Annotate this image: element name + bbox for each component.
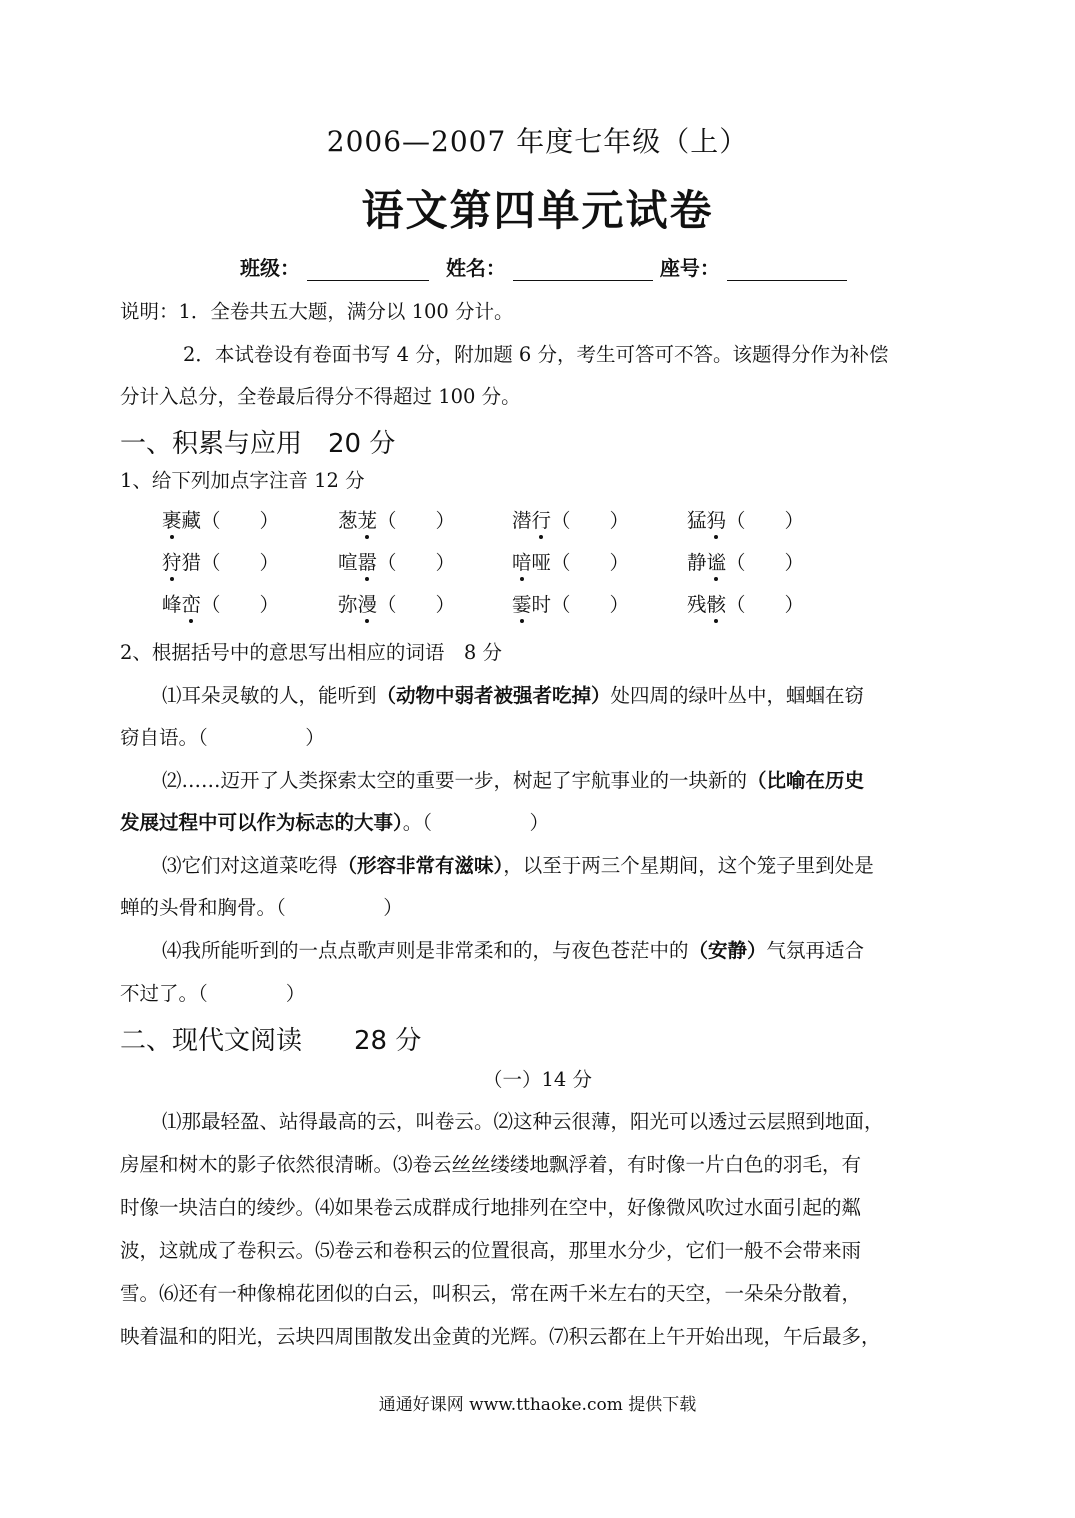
q2-item-4-line-1: ⑷我所能听到的一点点歌声则是非常柔和的，与夜色苍茫中的（安静）气氛再适合 (162, 939, 865, 962)
name-field[interactable] (513, 258, 653, 281)
title-main: 语文第四单元试卷 (361, 186, 714, 235)
pinyin-item: 静谧（ ） (687, 551, 805, 574)
q2-prompt: 2、根据括号中的意思写出相应的词语 8 分 (120, 641, 503, 664)
q2-item-3-line-1: ⑶它们对这道菜吃得（形容非常有滋味），以至于两三个星期间，这个笼子里到处是 (162, 854, 874, 877)
name-label: 姓名： (445, 256, 506, 280)
pinyin-item: 霎时（ ） (512, 593, 630, 616)
seat-field[interactable] (727, 258, 847, 281)
instruction-line-2: 2．本试卷设有卷面书写 4 分，附加题 6 分，考生可答可不答。该题得分作为补偿 (183, 343, 889, 366)
q2-item-1-line-2: 窃自语。（ ） (120, 726, 325, 749)
section-2-heading: 二、现代文阅读 28 分 (120, 1026, 422, 1056)
instruction-line-1: 说明：1．全卷共五大题，满分以 100 分计。 (120, 300, 514, 323)
pinyin-item: 猛犸（ ） (687, 509, 805, 532)
q2-item-2-line-2: 发展过程中可以作为标志的大事）。（ ） (120, 811, 550, 834)
pinyin-item: 弥漫（ ） (338, 593, 456, 616)
pinyin-item: 残骸（ ） (687, 593, 805, 616)
seat-label: 座号： (659, 256, 720, 280)
pinyin-item: 狩猎（ ） (162, 551, 280, 574)
instruction-line-3: 分计入总分，全卷最后得分不得超过 100 分。 (120, 385, 521, 408)
reading-paragraph-line: ⑴那最轻盈、站得最高的云，叫卷云。⑵这种云很薄，阳光可以透过云层照到地面， (162, 1110, 884, 1133)
q2-item-3-line-2: 蝉的头骨和胸骨。（ ） (120, 896, 403, 919)
q2-item-2-line-1: ⑵……迈开了人类探索太空的重要一步，树起了宇航事业的一块新的（比喻在历史 (162, 769, 865, 792)
pinyin-item: 峰峦（ ） (162, 593, 280, 616)
title-year: 2006—2007 年度七年级（上） (326, 125, 749, 158)
reading-paragraph-line: 时像一块洁白的绫纱。⑷如果卷云成群成行地排列在空中，好像微风吹过水面引起的粼 (120, 1196, 862, 1219)
q2-item-1-line-1: ⑴耳朵灵敏的人，能听到（动物中弱者被强者吃掉）处四周的绿叶丛中，蝈蝈在窃 (162, 684, 865, 707)
pinyin-item: 葱茏（ ） (338, 509, 456, 532)
reading-paragraph-line: 波，这就成了卷积云。⑸卷云和卷积云的位置很高，那里水分少，它们一般不会带来雨 (120, 1239, 862, 1262)
pinyin-item: 喧嚣（ ） (338, 551, 456, 574)
class-label: 班级： (240, 256, 300, 280)
pinyin-item: 潜行（ ） (512, 509, 630, 532)
class-field[interactable] (307, 258, 429, 281)
reading-paragraph-line: 映着温和的阳光，云块四周围散发出金黄的光辉。⑺积云都在上午开始出现，午后最多， (120, 1325, 881, 1348)
section-1-heading: 一、积累与应用 20 分 (120, 429, 396, 459)
reading-paragraph-line: 雪。⑹还有一种像棉花团似的白云，叫积云，常在两千米左右的天空，一朵朵分散着， (120, 1282, 862, 1305)
q1-prompt: 1、给下列加点字注音 12 分 (120, 469, 365, 492)
reading-paragraph-line: 房屋和树木的影子依然很清晰。⑶卷云丝丝缕缕地飘浮着，有时像一片白色的羽毛，有 (120, 1153, 862, 1176)
pinyin-item: 喑哑（ ） (512, 551, 630, 574)
section-2-sub-heading: （一）14 分 (482, 1068, 592, 1091)
student-info-row (240, 252, 847, 281)
page-footer: 通通好课网 www.tthaoke.com 提供下载 (378, 1395, 697, 1415)
pinyin-item: 裹藏（ ） (162, 509, 280, 532)
q2-item-4-line-2: 不过了。（ ） (120, 982, 306, 1005)
